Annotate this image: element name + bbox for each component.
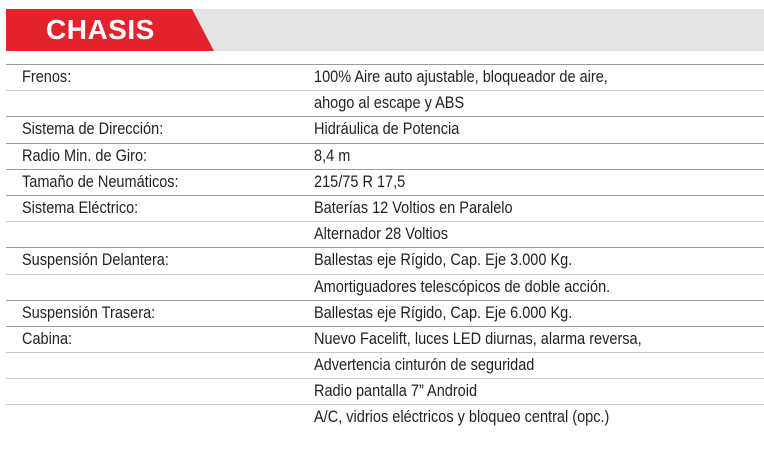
spec-label: Suspensión Trasera: — [22, 303, 156, 322]
spec-group — [6, 326, 764, 431]
spec-value: Baterías 12 Voltios en Paralelo — [314, 198, 513, 217]
spec-row — [6, 90, 764, 116]
spec-table — [6, 64, 764, 431]
spec-group — [6, 64, 764, 116]
spec-value: Advertencia cinturón de seguridad — [314, 356, 535, 375]
spec-row — [6, 352, 764, 378]
spec-value: Amortiguadores telescópicos de doble acción. — [314, 277, 611, 296]
spec-row — [6, 301, 764, 326]
spec-value: Ballestas eje Rígido, Cap. Eje 6.000 Kg. — [314, 303, 573, 322]
spec-value: 100% Aire auto ajustable, bloqueador de aire, — [314, 68, 608, 86]
spec-value: Ballestas eje Rígido, Cap. Eje 3.000 Kg. — [314, 251, 573, 270]
spec-row — [6, 327, 764, 352]
section-title: CHASIS — [46, 14, 155, 45]
spec-row — [6, 378, 764, 404]
spec-value: Alternador 28 Voltios — [314, 225, 448, 244]
spec-row — [6, 274, 764, 300]
spec-label: Tamaño de Neumáticos: — [22, 172, 179, 191]
spec-value: 215/75 R 17,5 — [314, 172, 406, 191]
section-header — [6, 9, 764, 51]
spec-value: Radio pantalla 7” Android — [314, 382, 478, 401]
spec-value: A/C, vidrios eléctricos y bloqueo central (opc.) — [314, 408, 610, 427]
spec-label: Suspensión Delantera: — [22, 251, 169, 270]
spec-row — [6, 221, 764, 247]
spec-group — [6, 169, 764, 195]
spec-row — [6, 65, 764, 90]
spec-row — [6, 248, 764, 273]
spec-label: Cabina: — [22, 329, 73, 348]
spec-row — [6, 170, 764, 195]
spec-value: Hidráulica de Potencia — [314, 120, 460, 139]
spec-label: Sistema de Dirección: — [22, 120, 164, 139]
spec-row — [6, 117, 764, 142]
spec-group — [6, 195, 764, 247]
spec-group — [6, 143, 764, 169]
spec-row — [6, 196, 764, 221]
spec-label: Sistema Eléctrico: — [22, 198, 139, 217]
spec-value: ahogo al escape y ABS — [314, 94, 465, 113]
spec-value: Nuevo Facelift, luces LED diurnas, alarma reversa, — [314, 329, 642, 348]
spec-value: 8,4 m — [314, 146, 351, 165]
spec-group — [6, 247, 764, 299]
spec-label: Radio Min. de Giro: — [22, 146, 148, 165]
spec-label: Frenos: — [22, 68, 72, 86]
spec-group — [6, 300, 764, 326]
spec-row — [6, 404, 764, 430]
spec-group — [6, 116, 764, 142]
spec-row — [6, 144, 764, 169]
